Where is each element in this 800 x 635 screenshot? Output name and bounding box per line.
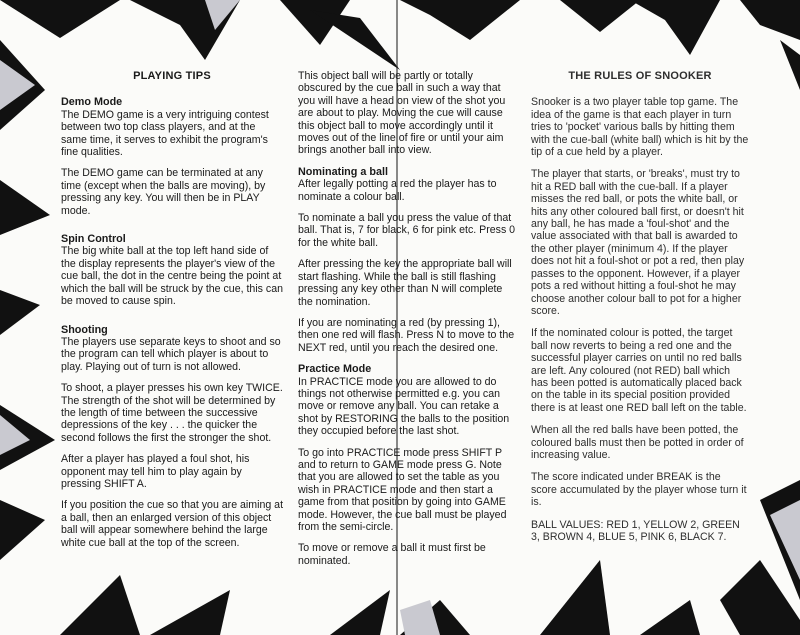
shooting-heading: Shooting xyxy=(61,323,108,336)
demo-mode-text-2: The DEMO game can be terminated at any time (except when the balls are moving), by pressing any key. You will then be in PLAY mode. xyxy=(61,167,266,217)
shooting-text-4: If you position the cue so that you are aiming at a ball, then an enlarged version of this object ball will appear somewhere behind the large white cue ball at the top of the screen. xyxy=(61,499,284,549)
rules-text-5: The score indicated under BREAK is the score accumulated by the player whose turn it is. xyxy=(531,471,747,509)
ball-values-text: BALL VALUES: RED 1, YELLOW 2, GREEN 3, BROWN 4, BLUE 5, PINK 6, BLACK 7. xyxy=(531,518,740,543)
nominating-text-3: After pressing the key the appropriate ball will start flashing. While the ball is still flashing pressing any key other than N will complete the nomination. xyxy=(298,258,512,308)
rules-text-1: Snooker is a two player table top game. The idea of the game is that each player in turn tries to 'pocket' various balls by hitting them with the cue-ball (white ball) which is hit by the tip of a cue held by a player. xyxy=(531,96,749,159)
spin-control-heading: Spin Control xyxy=(61,233,126,246)
playing-tips-column xyxy=(61,70,283,558)
rules-text-2: The player that starts, or 'breaks', must try to hit a RED ball with the cue-ball. If a player misses the red ball, or pots the white ball, or hits any other coloured ball first, or doesn't hit any ball, he has made a 'foul-shot' and the value associated with that ball is awarded to the other player (minimum 4). If the player does not hit a foul-shot or pot a red, then play passes to the opponent. However, if a player pots a red without hitting a foul-shot he may choose another colour ball to pot for a higher score. xyxy=(531,168,745,317)
object-ball-text: This object ball will be partly or totally obscured by the cue ball in such a way that you will have a head on view of the shot you are about to play. Moving the cue will cause this object ball to move accordingly until it moves out of the line of fire or until your aim brings another ball into view. xyxy=(298,70,506,157)
rules-text-4: When all the red balls have been potted, the coloured balls must then be potted in order of increasing value. xyxy=(531,424,744,461)
rules-text-3: If the nominated colour is potted, the target ball now reverts to being a red one and the successful player carries on until no red balls are left. Any coloured (not RED) ball which has been potted is automatically placed back on the table in its special position provided there is at least one RED ball left on the table. xyxy=(531,327,747,414)
demo-mode-heading: Demo Mode xyxy=(61,96,123,109)
shooting-text-2: To shoot, a player presses his own key TWICE. The strength of the shot will be determined by the length of time between the successive depressions of the key . . . the quicker the second follows the first the stronger the shot. xyxy=(61,382,283,444)
nominating-heading: Nominating a ball xyxy=(298,165,388,178)
shooting-text-3: After a player has played a foul shot, his opponent may tell him to play again by pressing SHIFT A. xyxy=(61,453,250,490)
practice-text-3: To move or remove a ball it must first be nominated. xyxy=(298,542,486,567)
rules-title: THE RULES OF SNOOKER xyxy=(568,70,712,82)
practice-text-2: To go into PRACTICE mode press SHIFT P and to return to GAME mode press G. Note that you are allowed to set the table as you wish in PRACTICE mode and then start a game from that position by going into GAME mode. However, the cue ball must be played from the semi-circle. xyxy=(298,446,507,533)
shooting-text-1: The players use separate keys to shoot and so the program can tell which player is about to play. Playing out of turn is not allowed. xyxy=(61,335,281,373)
practice-mode-heading: Practice Mode xyxy=(298,363,372,376)
playing-tips-title: PLAYING TIPS xyxy=(133,70,211,82)
nominating-text-1: After legally potting a red the player has to nominate a colour ball. xyxy=(298,178,497,203)
spin-control-text: The big white ball at the top left hand side of the display represents the player's view of the cue ball, the dot in the centre being the point at which the ball will be struck by the cue, this can be moved to cause spin. xyxy=(61,245,283,308)
demo-mode-text-1: The DEMO game is a very intriguing contest between two top class players, and at the same time, it serves to exhibit the program's fine qualities. xyxy=(61,108,269,159)
rules-column xyxy=(531,70,749,553)
practice-text-1: In PRACTICE mode you are allowed to do things not otherwise permitted e.g. you can move or remove any ball. You can retake a shot by RESTORING the balls to the position they occupied before the last shot. xyxy=(298,375,510,438)
nominating-text-2: To nominate a ball you press the value of that ball. That is, 7 for black, 6 for pink etc. Press 0 for the white ball. xyxy=(298,212,516,249)
nominating-text-4: If you are nominating a red (by pressing 1), then one red will flash. Press N to move to the NEXT red, until you reach the desired one. xyxy=(298,316,515,354)
middle-column xyxy=(298,70,516,576)
